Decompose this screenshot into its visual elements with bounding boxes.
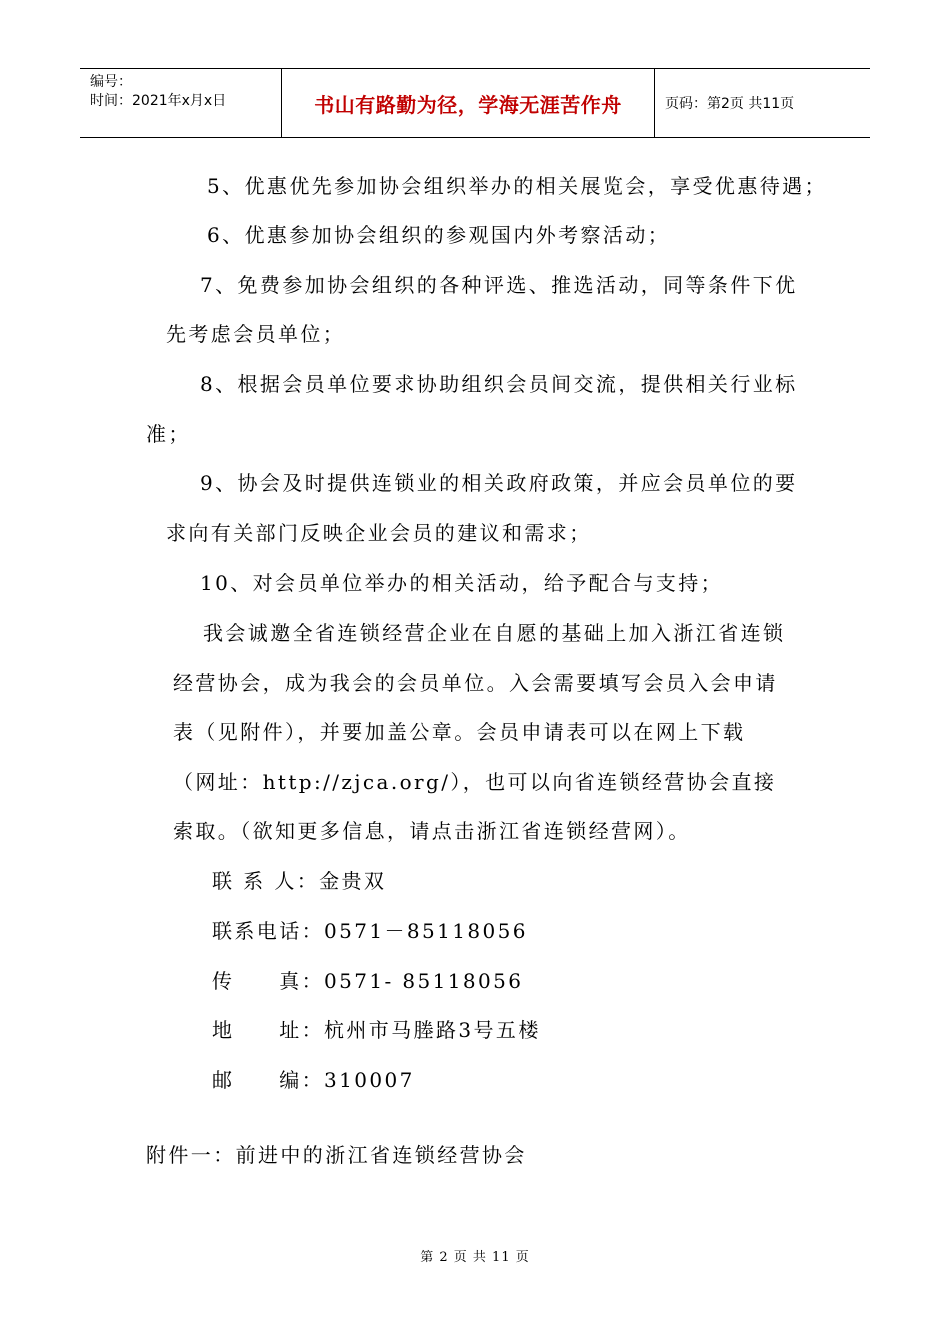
contact-value: 0571－85118056 — [324, 919, 528, 943]
document-number-label: 编号： — [90, 74, 132, 90]
contact-value: 310007 — [324, 1068, 415, 1092]
contact-address — [212, 1018, 541, 1042]
body-line: 索取。（欲知更多信息，请点击浙江省连锁经营网）。 — [173, 819, 691, 843]
contact-label: 联 系 人： — [212, 869, 320, 893]
body-line: （网址：http://zjca.org/），也可以向省连锁经营协会直接 — [173, 770, 777, 794]
body-line: 求向有关部门反映企业会员的建议和需求； — [166, 521, 592, 545]
contact-value: 金贵双 — [319, 869, 387, 893]
header-motto: 书山有路勤为径，学海无涯苦作舟 — [282, 69, 655, 137]
contact-person — [212, 869, 386, 893]
contact-value: 0571- 85118056 — [324, 969, 524, 993]
body-line: 8、根据会员单位要求协助组织会员间交流，提供相关行业标 — [200, 372, 798, 396]
contact-value: 杭州市马塍路3号五楼 — [324, 1018, 541, 1042]
contact-label: 邮 编： — [212, 1068, 324, 1092]
contact-phone — [212, 919, 528, 943]
body-line: 我会诚邀全省连锁经营企业在自愿的基础上加入浙江省连锁 — [203, 621, 786, 645]
contact-fax — [212, 969, 523, 993]
body-line: 6、优惠参加协会组织的参观国内外考察活动； — [207, 223, 671, 247]
header-page-info: 页码：第2页 共11页 — [665, 96, 795, 112]
page-footer: 第 2 页 共 11 页 — [420, 1250, 530, 1265]
body-line: 5、优惠优先参加协会组织举办的相关展览会，享受优惠待遇； — [207, 174, 827, 198]
body-line: 经营协会，成为我会的会员单位。入会需要填写会员入会申请 — [173, 671, 778, 695]
body-line: 7、免费参加协会组织的各种评选、推选活动，同等条件下优 — [200, 273, 798, 297]
page-header — [80, 68, 870, 138]
contact-label: 地 址： — [212, 1018, 324, 1042]
contact-label: 传 真： — [212, 969, 324, 993]
body-line: 9、协会及时提供连锁业的相关政府政策，并应会员单位的要 — [200, 471, 798, 495]
body-line: 准； — [146, 422, 191, 446]
attachment-title: 附件一：前进中的浙江省连锁经营协会 — [146, 1143, 527, 1167]
contact-postcode — [212, 1068, 415, 1092]
header-meta — [80, 69, 282, 137]
body-line: 先考虑会员单位； — [166, 322, 346, 346]
document-time-label: 时间：2021年x月x日 — [90, 93, 227, 109]
contact-label: 联系电话： — [212, 919, 324, 943]
body-line: 表（见附件），并要加盖公章。会员申请表可以在网上下载 — [173, 720, 746, 744]
body-line: 10、对会员单位举办的相关活动，给予配合与支持； — [200, 571, 724, 595]
